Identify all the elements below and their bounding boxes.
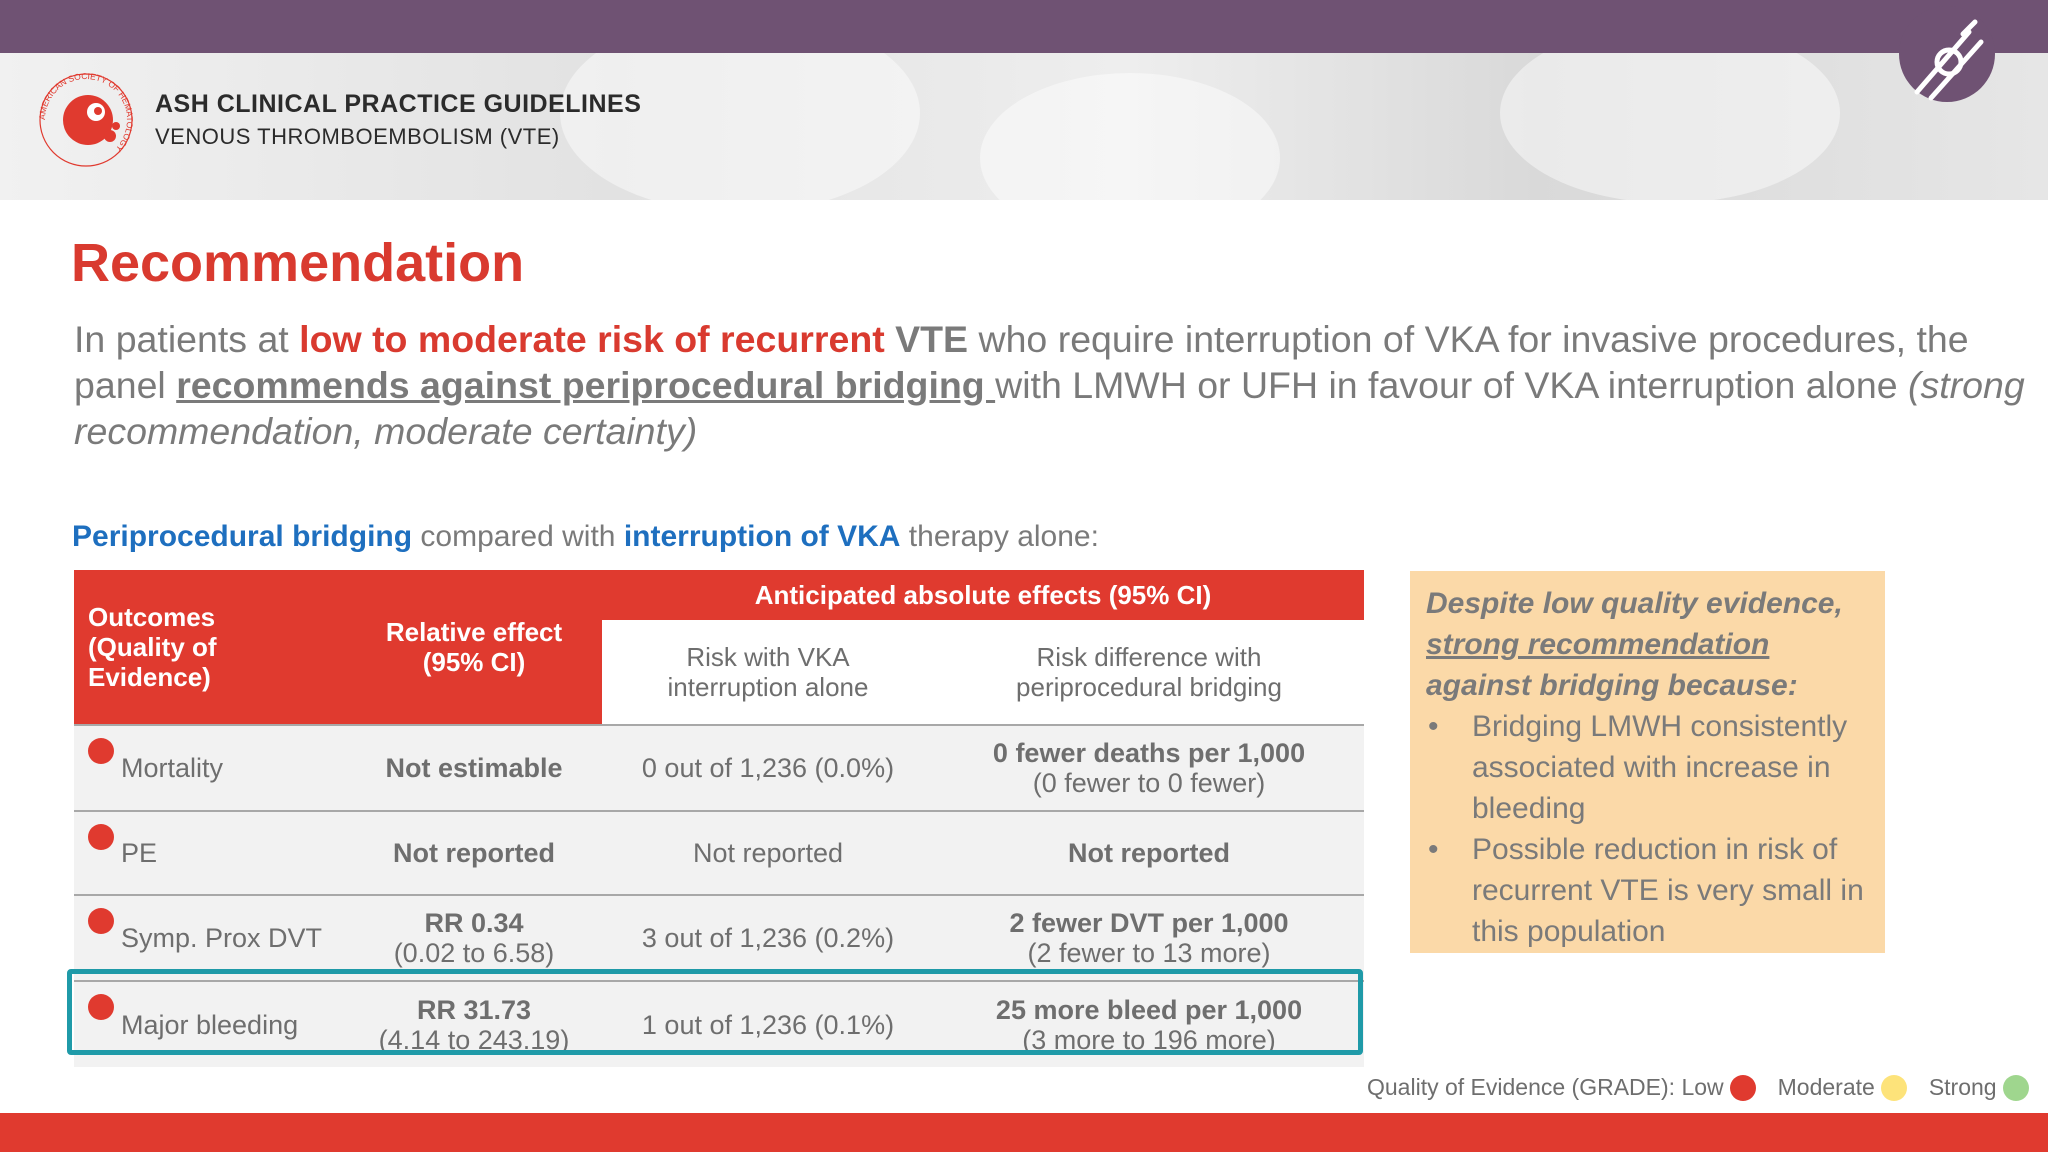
- rec-against-bridging: recommends against periprocedural bridging: [176, 364, 996, 406]
- table-row: [74, 725, 1364, 811]
- rationale-bullet: • Bridging LMWH consistently associated with increase in bleeding: [1426, 706, 1869, 829]
- outcome-label: Mortality: [121, 753, 224, 783]
- relative-effect-cell: [346, 811, 602, 895]
- outcome-cell: [74, 725, 346, 811]
- header-risk-vka-line: Risk with VKA: [686, 642, 850, 672]
- header-risk-difference: [934, 620, 1364, 725]
- outcome-label: Major bleeding: [121, 1009, 299, 1040]
- header-relative-line: Relative effect: [385, 617, 563, 647]
- header-relative-effect: [346, 570, 602, 725]
- risk-difference-value: 2 fewer DVT per 1,000: [1009, 908, 1289, 938]
- risk-difference-value: Not reported: [1068, 838, 1230, 868]
- risk-difference-cell: [934, 811, 1364, 895]
- relative-effect-value: Not estimable: [385, 753, 563, 783]
- header-outcomes: [74, 570, 346, 725]
- rec-vte-emphasis: VTE: [884, 318, 969, 360]
- risk-difference-cell: [934, 725, 1364, 811]
- rationale-list: [1426, 706, 1869, 952]
- relative-effect-ci: (0.02 to 6.58): [393, 938, 555, 968]
- legend-low-dot: [1730, 1075, 1756, 1101]
- rationale-intro: [1426, 583, 1869, 706]
- header-outcomes-line: (Quality of: [88, 632, 217, 662]
- table-row: [74, 811, 1364, 895]
- risk-difference-ci: (2 fewer to 13 more): [1027, 938, 1271, 968]
- header-subtitle: VENOUS THROMBOEMBOLISM (VTE): [155, 124, 560, 149]
- background-cell-shape: [980, 73, 1280, 200]
- legend-strong-dot: [2003, 1075, 2029, 1101]
- risk-difference-ci: (0 fewer to 0 fewer): [1032, 768, 1266, 798]
- ash-logo-icon: [36, 70, 136, 170]
- rec-text-part: who require interruption of VKA for invasive procedures, the panel: [74, 318, 1969, 406]
- outcome-label: PE: [121, 838, 158, 868]
- legend-label: Quality of Evidence (GRADE): Low: [1367, 1074, 1724, 1100]
- comparison-intervention: Periprocedural bridging: [72, 520, 413, 553]
- risk-vka-cell: Not reported: [602, 811, 934, 895]
- major-bleeding-highlight: [67, 969, 1363, 1055]
- risk-vka-cell: 0 out of 1,236 (0.0%): [602, 725, 934, 811]
- header-relative-line: (95% CI): [422, 647, 526, 677]
- rationale-bullet: • Possible reduction in risk of recurrent VTE is very small in this population: [1426, 829, 1869, 952]
- comparison-caption: [72, 520, 1099, 554]
- grade-low-dot: [88, 824, 114, 850]
- header-risk-vka-line: interruption alone: [667, 672, 869, 702]
- recommendation-heading: Recommendation: [71, 233, 525, 293]
- legend-moderate-label: Moderate: [1777, 1074, 1875, 1100]
- rec-strength: (strong recommendation, moderate certainty): [74, 364, 2025, 452]
- outcome-cell: [74, 811, 346, 895]
- rec-risk-emphasis: low to moderate risk of recurrent: [299, 318, 885, 360]
- grade-low-dot: [88, 738, 114, 764]
- legend-strong-label: Strong: [1928, 1074, 1997, 1100]
- risk-vka-cell: 1 out of 1,236 (0.1%): [602, 981, 934, 1067]
- rec-text-part: with LMWH or UFH in favour of VKA interruption alone: [995, 364, 1908, 406]
- header-anticipated-effects: Anticipated absolute effects (95% CI): [602, 570, 1364, 620]
- header-outcomes-line: Outcomes: [88, 602, 216, 632]
- rationale-intro-emphasis: strong recommendation: [1426, 628, 1770, 661]
- relative-effect-value: Not reported: [393, 838, 555, 868]
- rationale-box: [1410, 571, 1885, 953]
- relative-effect-ci: (4.14 to 243.19): [378, 1024, 570, 1055]
- header-title: ASH CLINICAL PRACTICE GUIDELINES: [155, 90, 642, 118]
- relative-effect-value: RR 0.34: [424, 908, 524, 938]
- comparison-text: therapy alone:: [900, 520, 1099, 553]
- relative-effect-value: RR 31.73: [416, 994, 532, 1025]
- comparison-control: interruption of VKA: [623, 520, 901, 553]
- outcome-label: Symp. Prox DVT: [121, 923, 323, 953]
- risk-difference-ci: (3 more to 196 more): [1022, 1024, 1276, 1055]
- grade-legend: [1367, 1074, 2029, 1101]
- header-risk-diff-line: Risk difference with: [1036, 642, 1262, 672]
- rationale-intro-line: against bridging because:: [1426, 669, 1798, 702]
- legend-moderate-dot: [1881, 1075, 1907, 1101]
- rec-text-part: In patients at: [74, 318, 300, 360]
- relative-effect-cell: [346, 725, 602, 811]
- grade-low-dot: [88, 908, 114, 934]
- risk-difference-value: 0 fewer deaths per 1,000: [992, 738, 1306, 768]
- header-risk-vka: [602, 620, 934, 725]
- seal-text: AMERICAN SOCIETY OF HEMATOLOGY: [36, 70, 136, 154]
- risk-vka-cell: 3 out of 1,236 (0.2%): [602, 895, 934, 981]
- header-risk-diff-line: periprocedural bridging: [1016, 672, 1282, 702]
- blood-vessel-icon: [1897, 4, 1997, 104]
- top-color-bar: [0, 0, 2048, 53]
- comparison-text: compared with: [412, 520, 624, 553]
- background-cell-shape: [560, 53, 920, 200]
- header-outcomes-line: Evidence): [88, 662, 211, 692]
- bottom-color-bar: [0, 1113, 2048, 1152]
- rationale-intro-line: Despite low quality evidence,: [1426, 587, 1843, 620]
- risk-difference-value: 25 more bleed per 1,000: [995, 994, 1303, 1025]
- recommendation-text: [74, 316, 2034, 454]
- background-cell-shape: [1500, 53, 1840, 200]
